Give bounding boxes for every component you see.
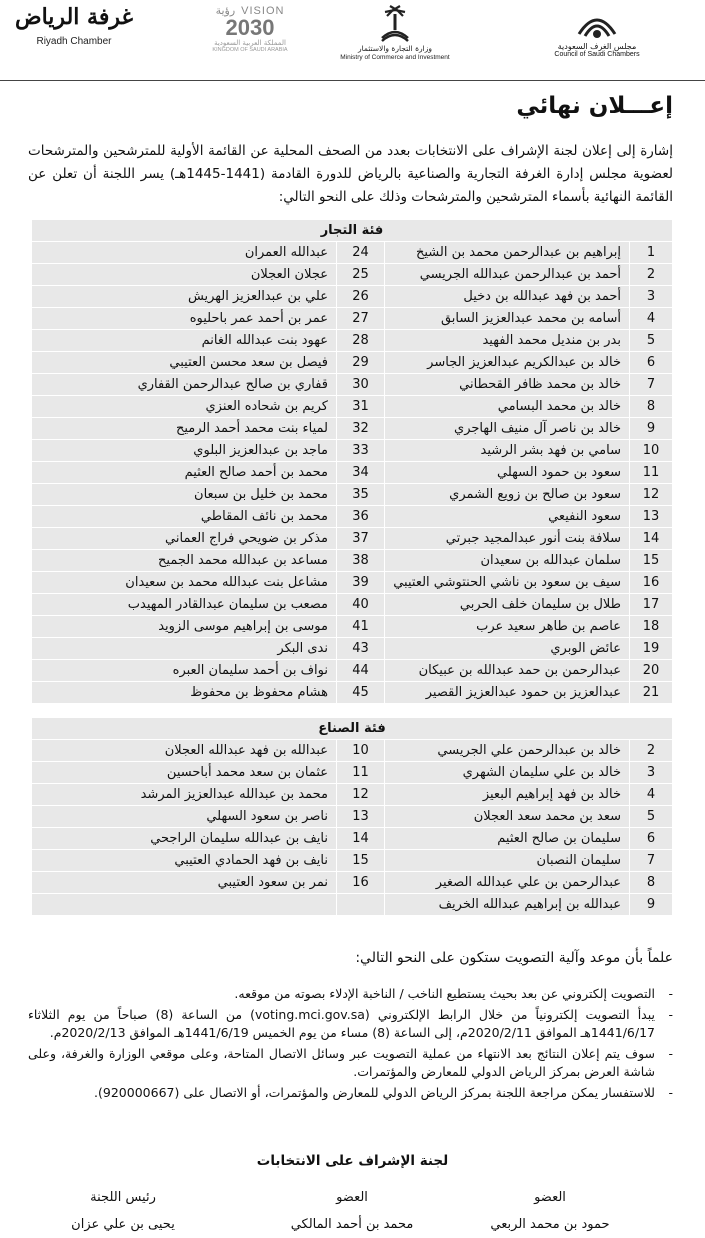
candidate-name: موسى بن إبراهيم موسى الزويد xyxy=(158,619,328,634)
council-name-ar: مجلس الغرف السعودية xyxy=(557,42,637,51)
candidate-number: 5 xyxy=(629,806,672,827)
voting-details-list xyxy=(28,985,673,1104)
candidate-name: فيصل بن سعد محسن العتيبي xyxy=(169,355,328,370)
table-row xyxy=(32,660,672,682)
candidate-name: عبدالعزيز بن حمود عبدالعزيز القصير xyxy=(384,682,629,703)
table-row xyxy=(32,374,672,396)
riyadh-chamber-name-en: Riyadh Chamber xyxy=(36,36,112,47)
ministry-name-ar: وزارة التجارة والاستثمار xyxy=(358,44,432,53)
candidate-name: عثمان بن سعد محمد أباحسين xyxy=(166,765,328,780)
candidate-name: سيف بن سعود بن ناشي الحنتوشي العتيبي xyxy=(384,572,629,593)
candidate-number: 13 xyxy=(629,506,672,527)
candidate-number: 44 xyxy=(336,660,384,681)
candidate-name: سعود بن حمود السهلي xyxy=(384,462,629,483)
candidate-number: 31 xyxy=(336,396,384,417)
candidate-name: عبدالله العمران xyxy=(244,245,328,260)
candidate-name: سعود بن صالح بن زويع الشمري xyxy=(384,484,629,505)
candidate-name: عبدالرحمن بن علي عبدالله الصغير xyxy=(384,872,629,893)
candidate-name: سلمان عبدالله بن سعيدان xyxy=(384,550,629,571)
candidate-name: نايف بن عبدالله سليمان الراجحي xyxy=(150,831,328,846)
candidate-name: خالد بن عبدالرحمن علي الجريسي xyxy=(384,740,629,761)
vision-number: 2030 xyxy=(225,15,275,40)
vision-kingdom-en: KINGDOM OF SAUDI ARABIA xyxy=(212,47,288,53)
bullet-dash: - xyxy=(668,1045,673,1061)
member-role: العضو xyxy=(534,1190,566,1205)
candidate-number: 2 xyxy=(629,740,672,761)
candidate-number: 34 xyxy=(336,462,384,483)
page-title: إعـــلان نهائي xyxy=(516,93,673,119)
vision-word-ar: رؤية xyxy=(215,4,236,17)
candidate-number: 32 xyxy=(336,418,384,439)
candidate-name: عبدالرحمن بن حمد عبدالله بن عبيكان xyxy=(384,660,629,681)
candidate-name: قفاري بن صالح عبدالرحمن القفاري xyxy=(137,377,328,392)
candidate-number: 15 xyxy=(336,850,384,871)
candidate-name: محمد بن نائف المقاطي xyxy=(200,509,328,524)
table-row xyxy=(32,550,672,572)
chairman-role: رئيس اللجنة xyxy=(90,1190,156,1205)
candidate-number: 17 xyxy=(629,594,672,615)
voting-detail-item xyxy=(28,1045,673,1082)
candidate-name: خالد بن علي سليمان الشهري xyxy=(384,762,629,783)
palm-swords-emblem-icon xyxy=(377,4,413,44)
candidate-name: سليمان النصبان xyxy=(384,850,629,871)
candidate-number: 2 xyxy=(629,264,672,285)
candidate-number: 15 xyxy=(629,550,672,571)
table-row xyxy=(32,462,672,484)
candidate-name: عبدالله بن فهد عبدالله العجلان xyxy=(164,743,328,758)
candidate-name: محمد بن أحمد صالح العثيم xyxy=(184,465,328,480)
candidate-number: 35 xyxy=(336,484,384,505)
ministry-name-en: Ministry of Commerce and Investment xyxy=(340,54,450,61)
candidate-name: مشاعل بنت عبدالله محمد بن سعيدان xyxy=(125,575,328,590)
table-row xyxy=(32,638,672,660)
candidate-name: طلال بن سليمان خلف الحربي xyxy=(384,594,629,615)
table-row xyxy=(32,872,672,894)
table-row xyxy=(32,762,672,784)
table-row xyxy=(32,806,672,828)
committee-member-1 xyxy=(470,1190,630,1232)
table-row xyxy=(32,828,672,850)
candidate-number: 25 xyxy=(336,264,384,285)
table-row xyxy=(32,506,672,528)
chairman-name: يحيى بن علي عزان xyxy=(71,1217,175,1232)
candidate-number: 21 xyxy=(629,682,672,703)
candidate-name: خالد بن محمد البسامي xyxy=(384,396,629,417)
candidate-name: علي بن عبدالعزيز الهريش xyxy=(187,289,328,304)
table-row xyxy=(32,616,672,638)
candidate-name: عمر بن أحمد عمر باحليوه xyxy=(189,311,328,326)
candidate-name: نمر بن سعود العتيبي xyxy=(217,875,328,890)
voting-detail-item xyxy=(28,1006,673,1043)
voting-note: علماً بأن موعد وآلية التصويت ستكون على النحو التالي: xyxy=(355,950,673,966)
vision-kingdom-ar: المملكة العربية السعودية xyxy=(214,39,286,47)
candidate-number: 41 xyxy=(336,616,384,637)
candidate-number: 11 xyxy=(336,762,384,783)
candidate-name: عائض الوبري xyxy=(384,638,629,659)
candidate-number: 28 xyxy=(336,330,384,351)
candidate-number: 37 xyxy=(336,528,384,549)
candidate-number: 8 xyxy=(629,872,672,893)
ministry-logo xyxy=(330,4,460,62)
candidate-name: كريم بن شحاده العنزي xyxy=(205,399,328,414)
candidate-name: ندى البكر xyxy=(277,641,328,656)
table-row xyxy=(32,528,672,550)
candidate-number: 3 xyxy=(629,762,672,783)
candidate-name: سعود النفيعي xyxy=(384,506,629,527)
member-name: محمد بن أحمد المالكي xyxy=(290,1217,414,1232)
voting-detail-item xyxy=(28,985,673,1004)
candidate-name: عجلان العجلان xyxy=(250,267,328,282)
candidate-name: أحمد بن عبدالرحمن عبدالله الجريسي xyxy=(384,264,629,285)
voting-detail-text: التصويت إلكتروني عن بعد بحيث يستطيع الناخب / الناخبة الإدلاء بصوته من موقعه. xyxy=(234,986,655,1001)
table-row xyxy=(32,594,672,616)
table-row xyxy=(32,484,672,506)
candidate-number: 27 xyxy=(336,308,384,329)
candidate-name: بدر بن منديل محمد الفهيد xyxy=(384,330,629,351)
table-row xyxy=(32,308,672,330)
traders-table-heading: فئة التجار xyxy=(32,220,672,242)
voting-detail-text: سوف يتم إعلان النتائج بعد الانتهاء من عملية التصويت عبر وسائل الاتصال المتاحة، وعلى موقعي الوزارة والغرفة، وعلى شاشة العرض بمركز الرياض الدولي للمعارض والمؤتمرات. xyxy=(28,1045,655,1079)
vision-2030-logo xyxy=(195,4,305,53)
council-emblem-icon xyxy=(575,4,619,42)
member-role: العضو xyxy=(336,1190,368,1205)
candidate-number: 3 xyxy=(629,286,672,307)
header-logos xyxy=(0,0,705,80)
table-row xyxy=(32,440,672,462)
candidate-number: 9 xyxy=(629,894,672,915)
candidate-name: نايف بن فهد الحمادي العتيبي xyxy=(174,853,328,868)
candidate-number: 43 xyxy=(336,638,384,659)
candidate-name: ناصر بن سعود السهلي xyxy=(206,809,328,824)
candidate-number: 12 xyxy=(629,484,672,505)
candidate-number: 6 xyxy=(629,828,672,849)
candidate-number: 16 xyxy=(336,872,384,893)
candidate-number: 18 xyxy=(629,616,672,637)
candidate-name: عهود بنت عبدالله الغانم xyxy=(201,333,328,348)
vision-word: VISION xyxy=(241,5,285,17)
candidate-name: خالد بن محمد ظافر القحطاني xyxy=(384,374,629,395)
table-row xyxy=(32,418,672,440)
candidate-number: 39 xyxy=(336,572,384,593)
candidate-number: 1 xyxy=(629,242,672,263)
candidate-number: 45 xyxy=(336,682,384,703)
candidate-number: 8 xyxy=(629,396,672,417)
table-row xyxy=(32,352,672,374)
voting-detail-item xyxy=(28,1084,673,1103)
candidate-number: 36 xyxy=(336,506,384,527)
candidate-name: سلافة بنت أنور عبدالمجيد جبرتي xyxy=(384,528,629,549)
candidate-name: سامي بن فهد بشر الرشيد xyxy=(384,440,629,461)
candidate-number: 29 xyxy=(336,352,384,373)
candidate-number: 12 xyxy=(336,784,384,805)
candidate-number: 30 xyxy=(336,374,384,395)
candidate-name: إبراهيم بن عبدالرحمن محمد بن الشيخ xyxy=(384,242,629,263)
table-row xyxy=(32,330,672,352)
candidate-number: 40 xyxy=(336,594,384,615)
committee-heading: لجنة الإشراف على الانتخابات xyxy=(256,1153,449,1169)
candidate-name: مساعد بن عبدالله محمد الجميح xyxy=(158,553,328,568)
candidate-name: مذكر بن ضويحي فراج العماني xyxy=(165,531,328,546)
intro-paragraph: إشارة إلى إعلان لجنة الإشراف على الانتخابات بعدد من الصحف المحلية عن القائمة الأولية للمترشحين والمترشحات لعضوية مجلس إدارة الغرفة التجارية والصناعية بالرياض للدورة القادمة (1441-1445هـ) يسر اللجنة أن تعلن عن القائمة النهائية بأسماء المترشحين والمترشحات وذلك على النحو التالي: xyxy=(28,143,673,205)
bullet-dash: - xyxy=(668,1084,673,1100)
committee-chairman xyxy=(43,1190,203,1232)
candidate-name: عاصم بن طاهر سعيد عرب xyxy=(384,616,629,637)
candidate-name: أسامه بن محمد عبدالعزيز السابق xyxy=(384,308,629,329)
candidate-number: 14 xyxy=(629,528,672,549)
candidate-number: 33 xyxy=(336,440,384,461)
candidate-name: خالد بن ناصر آل منيف الهاجري xyxy=(384,418,629,439)
candidate-name: ماجد بن عبدالعزيز البلوي xyxy=(193,443,328,458)
table-row xyxy=(32,894,672,916)
candidate-name: خالد بن فهد إبراهيم البعيز xyxy=(384,784,629,805)
council-name-en: Council of Saudi Chambers xyxy=(554,51,640,58)
candidate-name xyxy=(32,894,336,915)
table-row xyxy=(32,740,672,762)
candidate-name: محمد بن عبدالله عبدالعزيز المرشد xyxy=(140,787,328,802)
table-row xyxy=(32,682,672,704)
bullet-dash: - xyxy=(668,1006,673,1022)
bullet-dash: - xyxy=(668,986,673,1001)
table-row xyxy=(32,850,672,872)
candidate-name: سليمان بن صالح العثيم xyxy=(384,828,629,849)
header-divider xyxy=(0,80,705,81)
candidate-number: 7 xyxy=(629,850,672,871)
candidate-number: 7 xyxy=(629,374,672,395)
candidate-name: مصعب بن سليمان عبدالقادر المهيدب xyxy=(127,597,328,612)
industrialists-table-heading: فئة الصناع xyxy=(32,718,672,740)
candidate-number: 6 xyxy=(629,352,672,373)
candidate-number: 10 xyxy=(629,440,672,461)
candidate-number: 11 xyxy=(629,462,672,483)
committee-member-2 xyxy=(272,1190,432,1232)
table-row xyxy=(32,264,672,286)
candidate-name: نواف بن أحمد سليمان العبره xyxy=(172,663,328,678)
candidate-name: أحمد بن فهد عبدالله بن دخيل xyxy=(384,286,629,307)
riyadh-chamber-name-ar: غرفة الرياض xyxy=(15,4,133,30)
candidate-name: عبدالله بن إبراهيم عبدالله الخريف xyxy=(384,894,629,915)
traders-table xyxy=(32,220,672,704)
table-row xyxy=(32,396,672,418)
candidate-name: خالد بن عبدالكريم عبدالعزيز الجاسر xyxy=(384,352,629,373)
candidate-number: 26 xyxy=(336,286,384,307)
candidate-name: محمد بن خليل بن سبعان xyxy=(194,487,328,502)
candidate-number: 5 xyxy=(629,330,672,351)
candidate-number: 19 xyxy=(629,638,672,659)
candidate-number: 4 xyxy=(629,784,672,805)
candidate-number: 20 xyxy=(629,660,672,681)
candidate-number xyxy=(336,894,384,915)
traders-table-body xyxy=(32,242,672,704)
table-row xyxy=(32,242,672,264)
candidate-number: 38 xyxy=(336,550,384,571)
voting-detail-text: يبدأ التصويت إلكترونياً من خلال الرابط الإلكتروني (voting.mci.gov.sa) من الساعة (8) صباحاً من يوم الثلاثاء 1441/6/17هـ الموافق 2020/2/11م، إلى الساعة (8) مساء من يوم الخميس 1441/6/19هـ الموافق 2020/2/13م. xyxy=(28,1006,655,1040)
candidate-number: 24 xyxy=(336,242,384,263)
candidate-number: 4 xyxy=(629,308,672,329)
industrialists-table-body xyxy=(32,740,672,916)
candidate-number: 10 xyxy=(336,740,384,761)
member-name: حمود بن محمد الربعي xyxy=(490,1217,610,1232)
council-of-saudi-chambers-logo xyxy=(537,4,657,58)
candidate-number: 13 xyxy=(336,806,384,827)
table-row xyxy=(32,572,672,594)
candidate-number: 14 xyxy=(336,828,384,849)
candidate-name: سعد بن محمد سعد العجلان xyxy=(384,806,629,827)
table-row xyxy=(32,286,672,308)
table-row xyxy=(32,784,672,806)
candidate-number: 16 xyxy=(629,572,672,593)
candidate-name: هشام محفوظ بن محفوظ xyxy=(190,685,328,700)
voting-detail-text: للاستفسار يمكن مراجعة اللجنة بمركز الرياض الدولي للمعارض والمؤتمرات، أو الاتصال على (920000667). xyxy=(94,1084,655,1100)
candidate-name: لمياء بنت محمد أحمد الرميح xyxy=(175,421,328,436)
candidate-number: 9 xyxy=(629,418,672,439)
industrialists-table xyxy=(32,718,672,916)
riyadh-chamber-logo xyxy=(14,4,134,47)
